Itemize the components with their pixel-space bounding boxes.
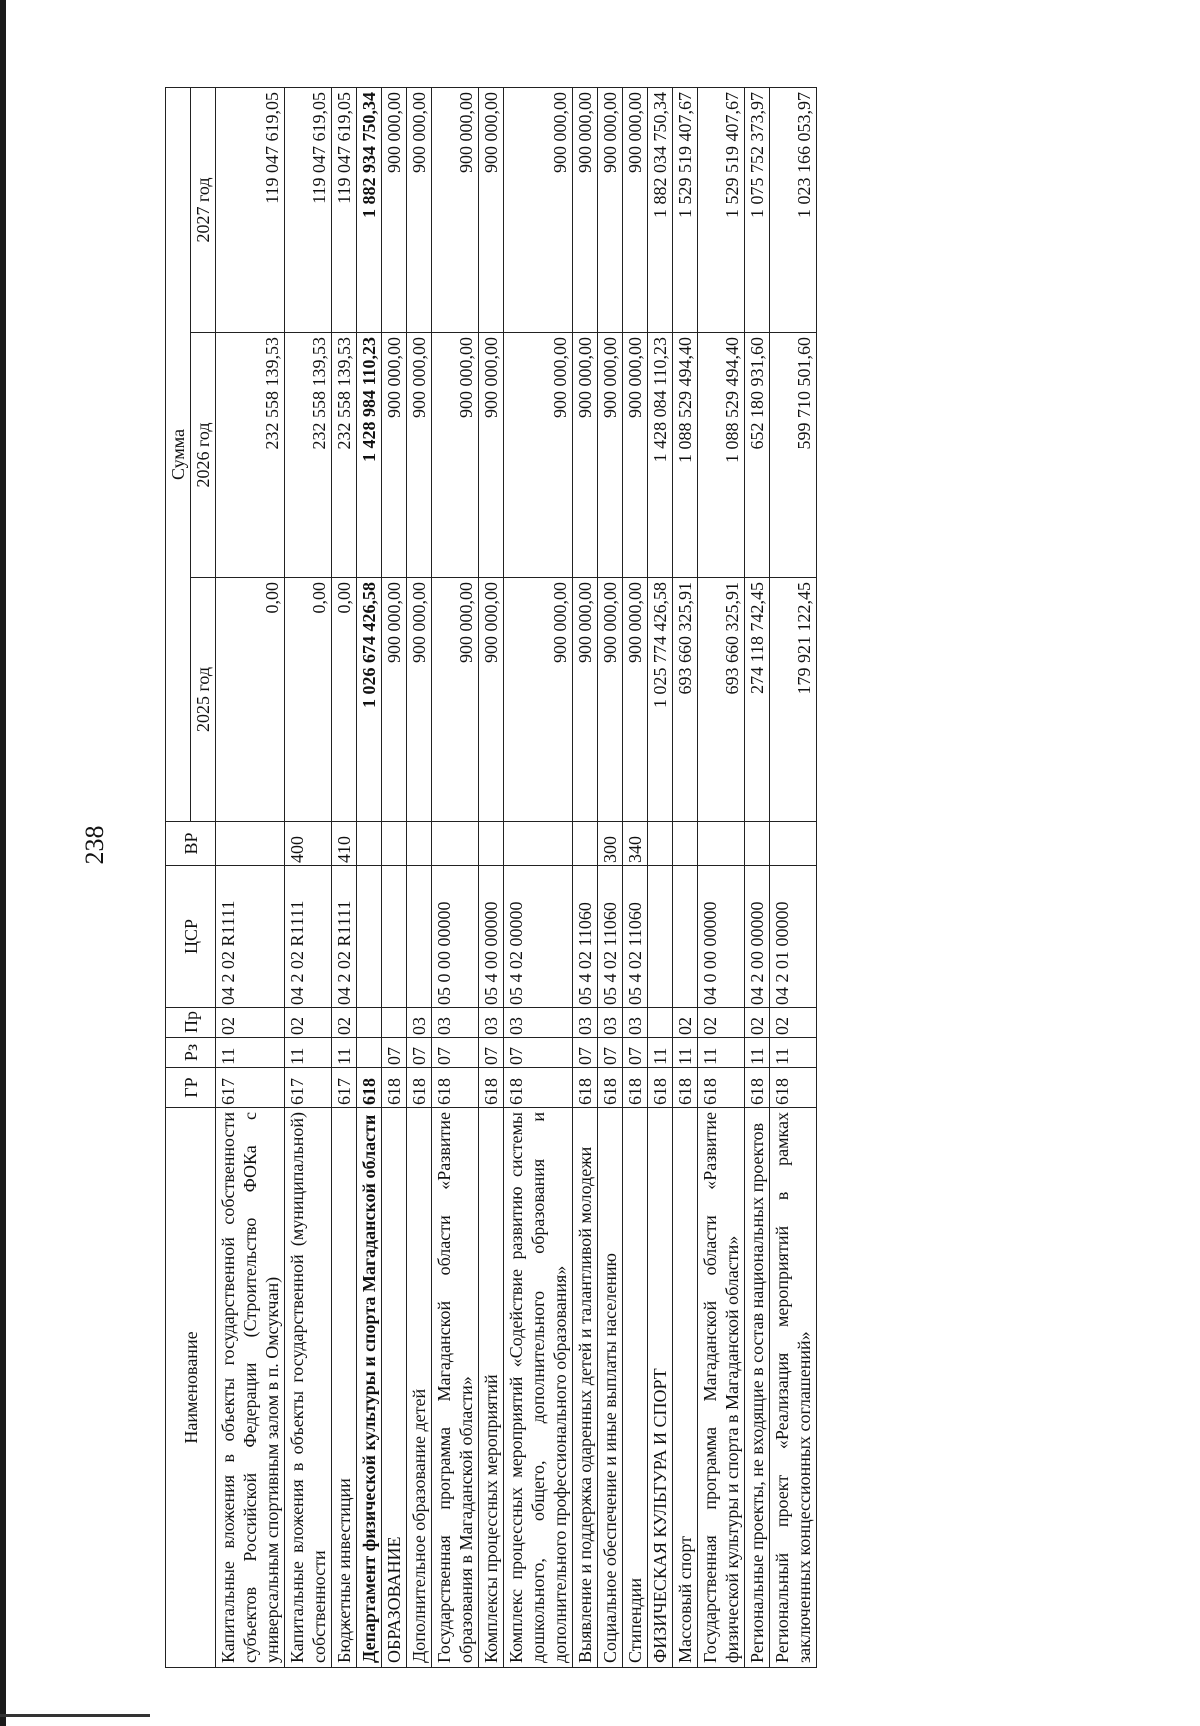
table-row: [573, 87, 598, 1667]
row-2025: 900 000,00: [573, 578, 598, 822]
row-2025: 0,00: [216, 578, 285, 822]
row-2027: 1 882 034 750,34: [648, 87, 673, 332]
row-rz: 07: [504, 1038, 573, 1068]
row-pr: 03: [432, 1008, 479, 1038]
row-name: ОБРАЗОВАНИЕ: [382, 1108, 407, 1668]
row-vr: [479, 822, 504, 866]
row-pr: 03: [479, 1008, 504, 1038]
row-2027: 900 000,00: [504, 87, 573, 332]
table-row: [648, 87, 673, 1667]
row-2025: 900 000,00: [382, 578, 407, 822]
header-sum: Сумма: [166, 87, 191, 821]
row-vr: [770, 822, 817, 866]
row-2026: 900 000,00: [598, 333, 623, 578]
row-csr: [357, 866, 382, 1008]
row-2027: 900 000,00: [407, 87, 432, 332]
row-2025: 900 000,00: [479, 578, 504, 822]
table-row: [745, 87, 770, 1667]
table-row: [479, 87, 504, 1667]
row-name: Социальное обеспечение и иные выплаты населению: [598, 1108, 623, 1668]
header-2025: 2025 год: [191, 578, 216, 822]
row-2027: 1 023 166 053,97: [770, 87, 817, 332]
row-name: Бюджетные инвестиции: [332, 1108, 357, 1668]
row-csr: 05 4 00 00000: [479, 866, 504, 1008]
row-vr: [573, 822, 598, 866]
row-vr: [216, 822, 285, 866]
row-2026: 900 000,00: [479, 333, 504, 578]
row-pr: 02: [332, 1008, 357, 1038]
row-gr: 618: [573, 1068, 598, 1108]
table-row: [216, 87, 285, 1667]
scan-artifact-line: [0, 1714, 150, 1717]
row-2025: 900 000,00: [407, 578, 432, 822]
row-vr: [673, 822, 698, 866]
row-2027: 900 000,00: [479, 87, 504, 332]
row-2026: 1 428 084 110,23: [648, 333, 673, 578]
row-vr: [745, 822, 770, 866]
row-csr: 04 2 02 R1111: [332, 866, 357, 1008]
row-vr: 300: [598, 822, 623, 866]
row-pr: 02: [770, 1008, 817, 1038]
row-2025: 900 000,00: [432, 578, 479, 822]
table-row: [332, 87, 357, 1667]
row-rz: 07: [407, 1038, 432, 1068]
row-vr: [407, 822, 432, 866]
row-2027: 119 047 619,05: [285, 87, 332, 332]
row-2027: 900 000,00: [598, 87, 623, 332]
row-vr: [648, 822, 673, 866]
table-row: [698, 87, 745, 1667]
row-gr: 618: [648, 1068, 673, 1108]
row-csr: [648, 866, 673, 1008]
row-name: Массовый спорт: [673, 1108, 698, 1668]
row-2025: 1 026 674 426,58: [357, 578, 382, 822]
header-row-1: [166, 87, 191, 1667]
row-rz: 07: [598, 1038, 623, 1068]
row-2025: 900 000,00: [623, 578, 648, 822]
row-vr: 340: [623, 822, 648, 866]
row-2027: 900 000,00: [623, 87, 648, 332]
row-2025: 0,00: [332, 578, 357, 822]
row-gr: 618: [598, 1068, 623, 1108]
rotated-table-container: [165, 88, 1150, 1668]
table-row: [382, 87, 407, 1667]
row-vr: [357, 822, 382, 866]
table-row: [598, 87, 623, 1667]
row-gr: 617: [332, 1068, 357, 1108]
row-2026: 900 000,00: [504, 333, 573, 578]
header-gr: ГР: [166, 1068, 216, 1108]
row-2027: 900 000,00: [573, 87, 598, 332]
row-gr: 618: [504, 1068, 573, 1108]
row-csr: 05 0 00 00000: [432, 866, 479, 1008]
table-row: [285, 87, 332, 1667]
row-rz: 11: [332, 1038, 357, 1068]
budget-table: [165, 87, 817, 1668]
row-csr: 05 4 02 00000: [504, 866, 573, 1008]
row-pr: [648, 1008, 673, 1038]
row-2025: 693 660 325,91: [698, 578, 745, 822]
table-row: [504, 87, 573, 1667]
header-2027: 2027 год: [191, 87, 216, 332]
row-csr: 04 2 02 R1111: [216, 866, 285, 1008]
row-gr: 618: [698, 1068, 745, 1108]
header-name: Наименование: [166, 1108, 216, 1668]
row-2027: 119 047 619,05: [332, 87, 357, 332]
row-pr: 02: [216, 1008, 285, 1038]
row-pr: 03: [598, 1008, 623, 1038]
row-vr: 410: [332, 822, 357, 866]
row-2027: 900 000,00: [382, 87, 407, 332]
row-2027: 1 075 752 373,97: [745, 87, 770, 332]
row-gr: 618: [745, 1068, 770, 1108]
row-name: Комплексы процессных мероприятий: [479, 1108, 504, 1668]
row-2026: 900 000,00: [407, 333, 432, 578]
row-vr: 400: [285, 822, 332, 866]
row-2026: 232 558 139,53: [332, 333, 357, 578]
row-rz: 11: [770, 1038, 817, 1068]
row-2025: 693 660 325,91: [673, 578, 698, 822]
row-csr: 05 4 02 11060: [623, 866, 648, 1008]
row-pr: 03: [504, 1008, 573, 1038]
row-csr: [382, 866, 407, 1008]
row-gr: 617: [216, 1068, 285, 1108]
row-csr: 04 2 01 00000: [770, 866, 817, 1008]
row-rz: [357, 1038, 382, 1068]
row-csr: [407, 866, 432, 1008]
row-gr: 618: [407, 1068, 432, 1108]
row-name: Государственная программа Магаданской области «Развитие образования в Магаданской области»: [432, 1108, 479, 1668]
row-2025: 1 025 774 426,58: [648, 578, 673, 822]
row-2026: 1 428 984 110,23: [357, 333, 382, 578]
row-rz: 11: [216, 1038, 285, 1068]
row-gr: 618: [432, 1068, 479, 1108]
row-pr: 03: [623, 1008, 648, 1038]
row-2025: 0,00: [285, 578, 332, 822]
table-row: [357, 87, 382, 1667]
row-name: Департамент физической культуры и спорта Магаданской области: [357, 1108, 382, 1668]
row-2027: 1 529 519 407,67: [673, 87, 698, 332]
row-gr: 618: [623, 1068, 648, 1108]
row-2026: 1 088 529 494,40: [698, 333, 745, 578]
table-row: [623, 87, 648, 1667]
row-pr: 02: [285, 1008, 332, 1038]
table-row: [673, 87, 698, 1667]
row-csr: [673, 866, 698, 1008]
row-2027: 119 047 619,05: [216, 87, 285, 332]
row-csr: 05 4 02 11060: [598, 866, 623, 1008]
row-gr: 618: [770, 1068, 817, 1108]
row-name: ФИЗИЧЕСКАЯ КУЛЬТУРА И СПОРТ: [648, 1108, 673, 1668]
header-pr: Пр: [166, 1008, 216, 1038]
row-name: Региональный проект «Реализация мероприятий в рамках заключенных концессионных соглашений»: [770, 1108, 817, 1668]
row-csr: 04 2 02 R1111: [285, 866, 332, 1008]
row-csr: 04 0 00 00000: [698, 866, 745, 1008]
row-rz: 07: [432, 1038, 479, 1068]
row-2027: 1 882 934 750,34: [357, 87, 382, 332]
row-2027: 1 529 519 407,67: [698, 87, 745, 332]
table-row: [770, 87, 817, 1667]
header-rz: Рз: [166, 1038, 216, 1068]
row-rz: 11: [648, 1038, 673, 1068]
row-2026: 232 558 139,53: [216, 333, 285, 578]
row-name: Капитальные вложения в объекты государственной (муниципальной) собственности: [285, 1108, 332, 1668]
row-csr: 05 4 02 11060: [573, 866, 598, 1008]
row-gr: 617: [285, 1068, 332, 1108]
row-vr: [432, 822, 479, 866]
row-pr: [382, 1008, 407, 1038]
row-name: Региональные проекты, не входящие в состав национальных проектов: [745, 1108, 770, 1668]
row-name: Комплекс процессных мероприятий «Содействие развитию системы дошкольного, общего, дополнительного образования и дополнительного профессионального образования»: [504, 1108, 573, 1668]
row-2026: 900 000,00: [432, 333, 479, 578]
row-2026: 232 558 139,53: [285, 333, 332, 578]
row-gr: 618: [479, 1068, 504, 1108]
header-csr: ЦСР: [166, 866, 216, 1008]
row-name: Государственная программа Магаданской области «Развитие физической культуры и спорта в Магаданской области»: [698, 1108, 745, 1668]
row-name: Дополнительное образование детей: [407, 1108, 432, 1668]
table-row: [432, 87, 479, 1667]
row-gr: 618: [382, 1068, 407, 1108]
row-pr: [357, 1008, 382, 1038]
row-2025: 900 000,00: [598, 578, 623, 822]
table-row: [407, 87, 432, 1667]
row-vr: [698, 822, 745, 866]
header-2026: 2026 год: [191, 333, 216, 578]
row-2026: 652 180 931,60: [745, 333, 770, 578]
row-pr: 03: [407, 1008, 432, 1038]
row-pr: 03: [573, 1008, 598, 1038]
row-rz: 11: [285, 1038, 332, 1068]
row-rz: 07: [623, 1038, 648, 1068]
row-2026: 599 710 501,60: [770, 333, 817, 578]
row-2026: 900 000,00: [382, 333, 407, 578]
row-2026: 900 000,00: [573, 333, 598, 578]
row-pr: 02: [745, 1008, 770, 1038]
row-name: Выявление и поддержка одаренных детей и талантливой молодежи: [573, 1108, 598, 1668]
row-2025: 900 000,00: [504, 578, 573, 822]
row-rz: 11: [745, 1038, 770, 1068]
header-vr: ВР: [166, 822, 216, 866]
row-rz: 07: [479, 1038, 504, 1068]
row-name: Стипендии: [623, 1108, 648, 1668]
row-gr: 618: [673, 1068, 698, 1108]
row-rz: 11: [673, 1038, 698, 1068]
row-2026: 900 000,00: [623, 333, 648, 578]
row-rz: 11: [698, 1038, 745, 1068]
binder-edge: [0, 0, 6, 1726]
table-body: [216, 87, 817, 1667]
row-rz: 07: [573, 1038, 598, 1068]
row-pr: 02: [673, 1008, 698, 1038]
row-rz: 07: [382, 1038, 407, 1068]
row-name: Капитальные вложения в объекты государственной собственности субъектов Российской Федерации (Строительство ФОКа с универсальным спортивным залом в п. Омсукчан): [216, 1108, 285, 1668]
row-vr: [382, 822, 407, 866]
row-2025: 274 118 742,45: [745, 578, 770, 822]
row-2025: 179 921 122,45: [770, 578, 817, 822]
row-gr: 618: [357, 1068, 382, 1108]
page-number-text: 238: [80, 825, 109, 865]
row-2026: 1 088 529 494,40: [673, 333, 698, 578]
row-2027: 900 000,00: [432, 87, 479, 332]
row-vr: [504, 822, 573, 866]
row-pr: 02: [698, 1008, 745, 1038]
row-csr: 04 2 00 00000: [745, 866, 770, 1008]
